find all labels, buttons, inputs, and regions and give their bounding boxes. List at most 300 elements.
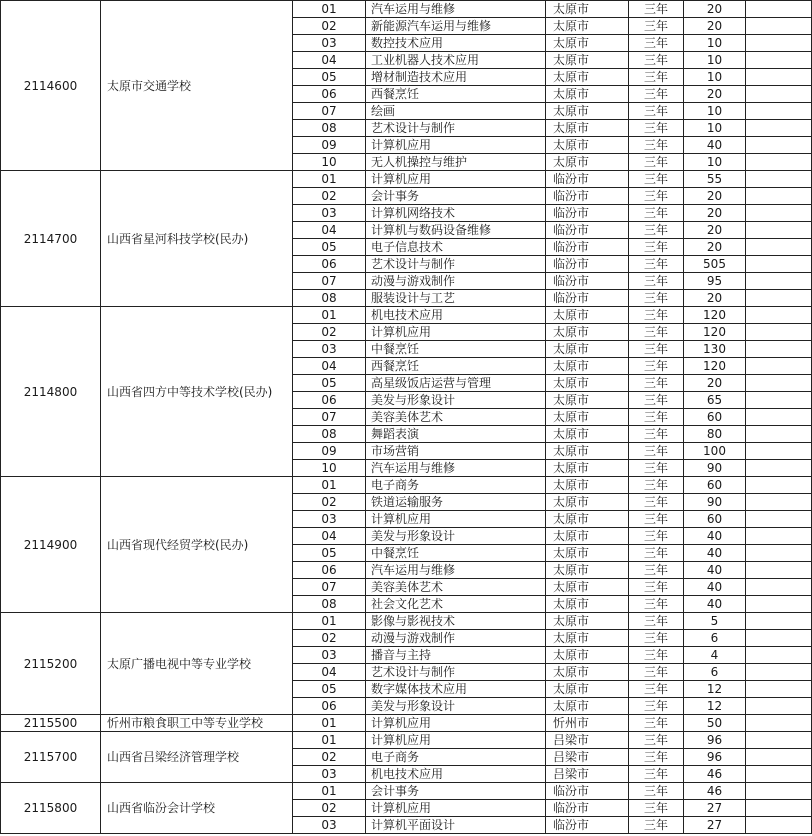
table-body (1, 1, 812, 834)
duration: 三年 (629, 52, 684, 69)
table-row (1, 732, 812, 749)
school-code: 2114600 (1, 1, 101, 171)
duration: 三年 (629, 86, 684, 103)
duration: 三年 (629, 18, 684, 35)
empty-cell (746, 324, 812, 341)
major-code: 02 (293, 494, 366, 511)
empty-cell (746, 273, 812, 290)
major-name: 中餐烹饪 (366, 545, 546, 562)
city: 太原市 (546, 613, 629, 630)
major-code: 10 (293, 460, 366, 477)
city: 太原市 (546, 324, 629, 341)
duration: 三年 (629, 324, 684, 341)
major-name: 艺术设计与制作 (366, 120, 546, 137)
duration: 三年 (629, 290, 684, 307)
enrollment-count: 40 (684, 579, 746, 596)
enrollment-count: 80 (684, 426, 746, 443)
city: 太原市 (546, 120, 629, 137)
major-code: 02 (293, 800, 366, 817)
duration: 三年 (629, 528, 684, 545)
duration: 三年 (629, 596, 684, 613)
duration: 三年 (629, 69, 684, 86)
table-row (1, 477, 812, 494)
major-name: 计算机平面设计 (366, 817, 546, 834)
city: 太原市 (546, 528, 629, 545)
enrollment-count: 4 (684, 647, 746, 664)
duration: 三年 (629, 409, 684, 426)
enrollment-count: 96 (684, 749, 746, 766)
major-name: 数控技术应用 (366, 35, 546, 52)
empty-cell (746, 443, 812, 460)
major-name: 西餐烹饪 (366, 86, 546, 103)
major-name: 计算机应用 (366, 732, 546, 749)
major-name: 艺术设计与制作 (366, 256, 546, 273)
empty-cell (746, 120, 812, 137)
empty-cell (746, 664, 812, 681)
city: 临汾市 (546, 188, 629, 205)
duration: 三年 (629, 817, 684, 834)
duration: 三年 (629, 647, 684, 664)
empty-cell (746, 256, 812, 273)
duration: 三年 (629, 613, 684, 630)
major-code: 08 (293, 290, 366, 307)
major-code: 03 (293, 35, 366, 52)
major-code: 02 (293, 18, 366, 35)
city: 太原市 (546, 69, 629, 86)
major-code: 07 (293, 579, 366, 596)
major-code: 03 (293, 205, 366, 222)
school-code: 2115800 (1, 783, 101, 834)
enrollment-count: 40 (684, 528, 746, 545)
major-code: 01 (293, 715, 366, 732)
city: 太原市 (546, 409, 629, 426)
empty-cell (746, 426, 812, 443)
city: 太原市 (546, 341, 629, 358)
major-code: 01 (293, 171, 366, 188)
city: 忻州市 (546, 715, 629, 732)
duration: 三年 (629, 494, 684, 511)
major-name: 数字媒体技术应用 (366, 681, 546, 698)
city: 临汾市 (546, 783, 629, 800)
city: 吕梁市 (546, 749, 629, 766)
city: 临汾市 (546, 290, 629, 307)
city: 太原市 (546, 375, 629, 392)
empty-cell (746, 137, 812, 154)
empty-cell (746, 477, 812, 494)
enrollment-count: 12 (684, 681, 746, 698)
duration: 三年 (629, 256, 684, 273)
enrollment-count: 27 (684, 800, 746, 817)
empty-cell (746, 613, 812, 630)
duration: 三年 (629, 392, 684, 409)
empty-cell (746, 409, 812, 426)
major-name: 市场营销 (366, 443, 546, 460)
enrollment-count: 55 (684, 171, 746, 188)
enrollment-count: 505 (684, 256, 746, 273)
duration: 三年 (629, 460, 684, 477)
major-code: 07 (293, 273, 366, 290)
duration: 三年 (629, 35, 684, 52)
major-code: 06 (293, 392, 366, 409)
duration: 三年 (629, 239, 684, 256)
major-name: 计算机应用 (366, 171, 546, 188)
major-code: 05 (293, 239, 366, 256)
major-code: 05 (293, 69, 366, 86)
city: 太原市 (546, 103, 629, 120)
empty-cell (746, 630, 812, 647)
city: 太原市 (546, 460, 629, 477)
city: 临汾市 (546, 205, 629, 222)
enrollment-count: 40 (684, 596, 746, 613)
duration: 三年 (629, 188, 684, 205)
major-name: 铁道运输服务 (366, 494, 546, 511)
duration: 三年 (629, 545, 684, 562)
major-code: 05 (293, 375, 366, 392)
enrollment-count: 95 (684, 273, 746, 290)
empty-cell (746, 579, 812, 596)
school-code: 2115500 (1, 715, 101, 732)
enrollment-count: 20 (684, 188, 746, 205)
empty-cell (746, 86, 812, 103)
enrollment-count: 50 (684, 715, 746, 732)
school-name: 山西省现代经贸学校(民办) (101, 477, 293, 613)
empty-cell (746, 392, 812, 409)
enrollment-count: 20 (684, 86, 746, 103)
city: 太原市 (546, 35, 629, 52)
major-name: 服装设计与工艺 (366, 290, 546, 307)
duration: 三年 (629, 749, 684, 766)
enrollment-count: 6 (684, 664, 746, 681)
duration: 三年 (629, 630, 684, 647)
city: 太原市 (546, 494, 629, 511)
major-name: 社会文化艺术 (366, 596, 546, 613)
major-code: 02 (293, 749, 366, 766)
empty-cell (746, 647, 812, 664)
empty-cell (746, 596, 812, 613)
major-code: 03 (293, 766, 366, 783)
duration: 三年 (629, 358, 684, 375)
empty-cell (746, 52, 812, 69)
duration: 三年 (629, 171, 684, 188)
empty-cell (746, 307, 812, 324)
enrollment-count: 20 (684, 222, 746, 239)
enrollment-count: 10 (684, 103, 746, 120)
table-row (1, 715, 812, 732)
duration: 三年 (629, 477, 684, 494)
city: 太原市 (546, 307, 629, 324)
duration: 三年 (629, 511, 684, 528)
duration: 三年 (629, 205, 684, 222)
enrollment-count: 40 (684, 545, 746, 562)
empty-cell (746, 698, 812, 715)
major-code: 03 (293, 647, 366, 664)
city: 太原市 (546, 426, 629, 443)
major-name: 计算机应用 (366, 715, 546, 732)
city: 临汾市 (546, 800, 629, 817)
major-code: 04 (293, 222, 366, 239)
empty-cell (746, 188, 812, 205)
major-code: 08 (293, 596, 366, 613)
duration: 三年 (629, 341, 684, 358)
enrollment-count: 20 (684, 375, 746, 392)
major-code: 06 (293, 698, 366, 715)
duration: 三年 (629, 137, 684, 154)
city: 太原市 (546, 562, 629, 579)
empty-cell (746, 103, 812, 120)
table-row (1, 783, 812, 800)
major-code: 06 (293, 562, 366, 579)
enrollment-count: 27 (684, 817, 746, 834)
empty-cell (746, 545, 812, 562)
enrollment-count: 10 (684, 35, 746, 52)
table-row (1, 1, 812, 18)
city: 临汾市 (546, 222, 629, 239)
major-code: 03 (293, 817, 366, 834)
duration: 三年 (629, 154, 684, 171)
enrollment-count: 46 (684, 783, 746, 800)
major-name: 中餐烹饪 (366, 341, 546, 358)
major-code: 09 (293, 443, 366, 460)
major-name: 会计事务 (366, 783, 546, 800)
duration: 三年 (629, 375, 684, 392)
school-code: 2114700 (1, 171, 101, 307)
major-code: 01 (293, 1, 366, 18)
major-name: 汽车运用与维修 (366, 460, 546, 477)
enrollment-count: 90 (684, 494, 746, 511)
duration: 三年 (629, 443, 684, 460)
major-name: 电子商务 (366, 477, 546, 494)
major-code: 03 (293, 511, 366, 528)
empty-cell (746, 222, 812, 239)
major-code: 04 (293, 664, 366, 681)
major-name: 新能源汽车运用与维修 (366, 18, 546, 35)
enrollment-count: 40 (684, 562, 746, 579)
enrollment-count: 20 (684, 239, 746, 256)
major-code: 07 (293, 409, 366, 426)
school-name: 山西省吕梁经济管理学校 (101, 732, 293, 783)
duration: 三年 (629, 698, 684, 715)
enrollment-count: 46 (684, 766, 746, 783)
empty-cell (746, 154, 812, 171)
city: 太原市 (546, 664, 629, 681)
enrollment-count: 12 (684, 698, 746, 715)
city: 太原市 (546, 681, 629, 698)
empty-cell (746, 341, 812, 358)
duration: 三年 (629, 103, 684, 120)
city: 太原市 (546, 545, 629, 562)
empty-cell (746, 1, 812, 18)
major-name: 美发与形象设计 (366, 528, 546, 545)
city: 太原市 (546, 358, 629, 375)
enrollment-count: 60 (684, 409, 746, 426)
duration: 三年 (629, 664, 684, 681)
school-code: 2114800 (1, 307, 101, 477)
major-name: 绘画 (366, 103, 546, 120)
duration: 三年 (629, 681, 684, 698)
major-code: 06 (293, 86, 366, 103)
city: 太原市 (546, 630, 629, 647)
city: 临汾市 (546, 256, 629, 273)
duration: 三年 (629, 222, 684, 239)
empty-cell (746, 783, 812, 800)
table-row (1, 613, 812, 630)
empty-cell (746, 800, 812, 817)
school-name: 太原广播电视中等专业学校 (101, 613, 293, 715)
school-code: 2115700 (1, 732, 101, 783)
major-code: 04 (293, 52, 366, 69)
city: 临汾市 (546, 273, 629, 290)
school-name: 太原市交通学校 (101, 1, 293, 171)
enrollment-count: 65 (684, 392, 746, 409)
major-name: 播音与主持 (366, 647, 546, 664)
major-code: 01 (293, 783, 366, 800)
major-code: 05 (293, 681, 366, 698)
city: 太原市 (546, 86, 629, 103)
major-code: 06 (293, 256, 366, 273)
enrollment-count: 60 (684, 511, 746, 528)
enrollment-count: 10 (684, 69, 746, 86)
enrollment-count: 96 (684, 732, 746, 749)
table-row (1, 307, 812, 324)
school-code: 2115200 (1, 613, 101, 715)
city: 临汾市 (546, 171, 629, 188)
major-name: 电子信息技术 (366, 239, 546, 256)
major-code: 10 (293, 154, 366, 171)
duration: 三年 (629, 273, 684, 290)
major-name: 计算机网络技术 (366, 205, 546, 222)
empty-cell (746, 681, 812, 698)
major-code: 01 (293, 732, 366, 749)
empty-cell (746, 290, 812, 307)
enrollment-count: 100 (684, 443, 746, 460)
duration: 三年 (629, 120, 684, 137)
major-code: 02 (293, 188, 366, 205)
enrollment-count: 120 (684, 358, 746, 375)
major-code: 01 (293, 307, 366, 324)
city: 太原市 (546, 477, 629, 494)
enrollment-count: 130 (684, 341, 746, 358)
major-name: 汽车运用与维修 (366, 1, 546, 18)
enrollment-count: 20 (684, 290, 746, 307)
city: 太原市 (546, 596, 629, 613)
duration: 三年 (629, 766, 684, 783)
enrollment-count: 20 (684, 18, 746, 35)
major-name: 计算机应用 (366, 511, 546, 528)
major-name: 影像与影视技术 (366, 613, 546, 630)
city: 吕梁市 (546, 766, 629, 783)
duration: 三年 (629, 426, 684, 443)
city: 太原市 (546, 137, 629, 154)
major-code: 02 (293, 630, 366, 647)
major-code: 01 (293, 613, 366, 630)
major-code: 01 (293, 477, 366, 494)
enrollment-count: 90 (684, 460, 746, 477)
empty-cell (746, 732, 812, 749)
major-name: 无人机操控与维护 (366, 154, 546, 171)
duration: 三年 (629, 783, 684, 800)
major-name: 会计事务 (366, 188, 546, 205)
enrollment-count: 10 (684, 154, 746, 171)
table-row (1, 171, 812, 188)
empty-cell (746, 460, 812, 477)
empty-cell (746, 817, 812, 834)
empty-cell (746, 35, 812, 52)
city: 吕梁市 (546, 732, 629, 749)
major-name: 美容美体艺术 (366, 579, 546, 596)
empty-cell (746, 18, 812, 35)
empty-cell (746, 766, 812, 783)
city: 太原市 (546, 52, 629, 69)
major-name: 计算机应用 (366, 800, 546, 817)
empty-cell (746, 494, 812, 511)
major-code: 04 (293, 358, 366, 375)
empty-cell (746, 715, 812, 732)
duration: 三年 (629, 562, 684, 579)
major-name: 舞蹈表演 (366, 426, 546, 443)
empty-cell (746, 239, 812, 256)
major-name: 高星级饭店运营与管理 (366, 375, 546, 392)
enrollment-count: 20 (684, 205, 746, 222)
duration: 三年 (629, 307, 684, 324)
major-name: 机电技术应用 (366, 307, 546, 324)
city: 太原市 (546, 392, 629, 409)
city: 太原市 (546, 1, 629, 18)
enrollment-count: 5 (684, 613, 746, 630)
duration: 三年 (629, 800, 684, 817)
school-code: 2114900 (1, 477, 101, 613)
city: 太原市 (546, 18, 629, 35)
city: 太原市 (546, 579, 629, 596)
major-name: 增材制造技术应用 (366, 69, 546, 86)
major-name: 动漫与游戏制作 (366, 630, 546, 647)
empty-cell (746, 171, 812, 188)
city: 太原市 (546, 154, 629, 171)
empty-cell (746, 69, 812, 86)
duration: 三年 (629, 715, 684, 732)
empty-cell (746, 375, 812, 392)
empty-cell (746, 562, 812, 579)
major-name: 计算机应用 (366, 137, 546, 154)
major-code: 03 (293, 341, 366, 358)
school-name: 山西省四方中等技术学校(民办) (101, 307, 293, 477)
major-name: 工业机器人技术应用 (366, 52, 546, 69)
empty-cell (746, 511, 812, 528)
major-code: 04 (293, 528, 366, 545)
major-name: 美发与形象设计 (366, 392, 546, 409)
major-code: 08 (293, 426, 366, 443)
major-name: 西餐烹饪 (366, 358, 546, 375)
major-name: 美发与形象设计 (366, 698, 546, 715)
city: 太原市 (546, 647, 629, 664)
empty-cell (746, 528, 812, 545)
major-name: 动漫与游戏制作 (366, 273, 546, 290)
city: 临汾市 (546, 817, 629, 834)
enrollment-count: 120 (684, 324, 746, 341)
school-name: 忻州市粮食职工中等专业学校 (101, 715, 293, 732)
city: 太原市 (546, 511, 629, 528)
major-code: 07 (293, 103, 366, 120)
duration: 三年 (629, 1, 684, 18)
major-code: 08 (293, 120, 366, 137)
duration: 三年 (629, 732, 684, 749)
enrollment-count: 60 (684, 477, 746, 494)
major-name: 计算机应用 (366, 324, 546, 341)
major-code: 09 (293, 137, 366, 154)
school-name: 山西省临汾会计学校 (101, 783, 293, 834)
major-name: 计算机与数码设备维修 (366, 222, 546, 239)
major-name: 机电技术应用 (366, 766, 546, 783)
major-code: 05 (293, 545, 366, 562)
